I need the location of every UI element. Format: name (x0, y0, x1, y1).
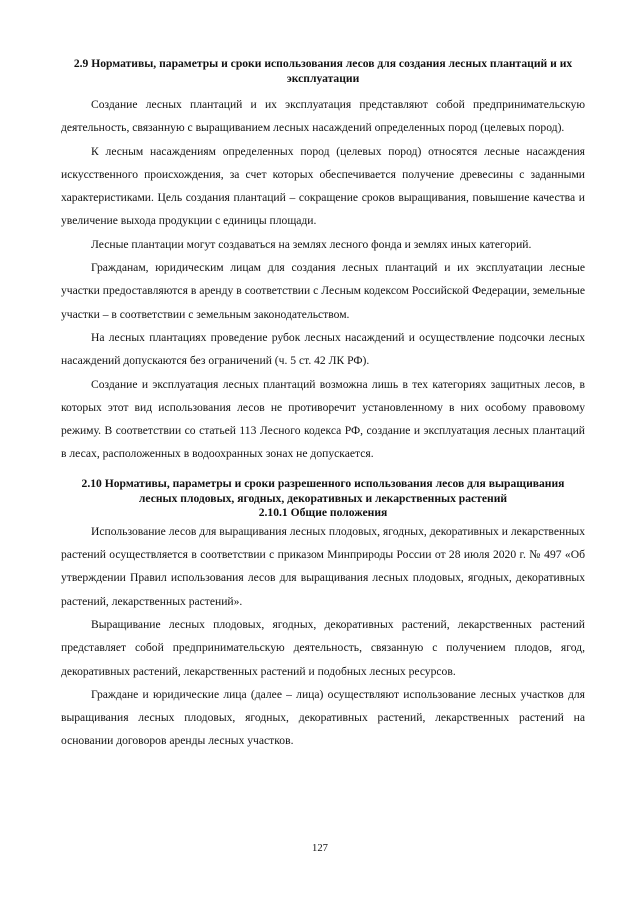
paragraph: Лесные плантации могут создаваться на землях лесного фонда и землях иных категорий. (91, 237, 532, 251)
paragraph: К лесным насаждениям определенных пород (целевых пород) относятся лесные насаждения искусственного происхождения, за счет которых обеспечивается получение древесины с заданными характеристиками. Цель создания плантаций – сокращение сроков выращивания, повышение качества и увеличение выхода продукции с единицы площади. (61, 144, 585, 228)
page-content (61, 56, 585, 753)
paragraph: На лесных плантациях проведение рубок лесных насаждений и осуществление подсочки лесных насаждений допускаются без ограничений (ч. 5 ст. 42 ЛК РФ). (61, 330, 585, 368)
section-2-9-heading: 2.9 Нормативы, параметры и сроки использования лесов для создания лесных плантаций и их эксплуатации (73, 57, 573, 85)
paragraph: Гражданам, юридическим лицам для создания лесных плантаций и их эксплуатации лесные участки предоставляются в аренду в соответствии с Лесным кодексом Российской Федерации, земельные участки – в соответствии с земельным законодательством. (61, 261, 585, 321)
section-2-10-heading: 2.10 Нормативы, параметры и сроки разрешенного использования лесов для выращивания лесных плодовых, ягодных, декоративных и лекарственных растений (81, 476, 565, 505)
paragraph: Выращивание лесных плодовых, ягодных, декоративных растений, лекарственных растений представляет собой предпринимательскую деятельность, связанную с получением плодов, ягод, декоративных растений, лекарственных растений и подобных лесных ресурсов. (61, 617, 585, 678)
paragraph: Создание и эксплуатация лесных плантаций возможна лишь в тех категориях защитных лесов, в которых этот вид использования лесов не противоречит установленному в них особому правовому режиму. В соответствии со статьей 113 Лесного кодекса РФ, создание и эксплуатация лесных плантаций в лесах, расположенных в водоохранных зонах не допускается. (61, 377, 585, 461)
page-number: 127 (312, 843, 328, 854)
paragraph: Использование лесов для выращивания лесных плодовых, ягодных, декоративных и лекарственных растений осуществляется в соответствии с приказом Минприроды России от 28 июля 2020 г. № 497 «Об утверждении Правил использования лесов для выращивания лесных плодовых, ягодных, декоративных растений, лекарственных растений». (61, 524, 585, 608)
paragraph: Граждане и юридические лица (далее – лица) осуществляют использование лесных участков для выращивания лесных плодовых, ягодных, декоративных растений, лекарственных растений на основании договоров аренды лесных участков. (61, 687, 585, 748)
section-2-10-1-subheading: 2.10.1 Общие положения (258, 505, 388, 519)
paragraph: Создание лесных плантаций и их эксплуатация представляют собой предпринимательскую деятельность, связанную с выращиванием лесных насаждений определенных пород (целевых пород). (61, 98, 585, 135)
